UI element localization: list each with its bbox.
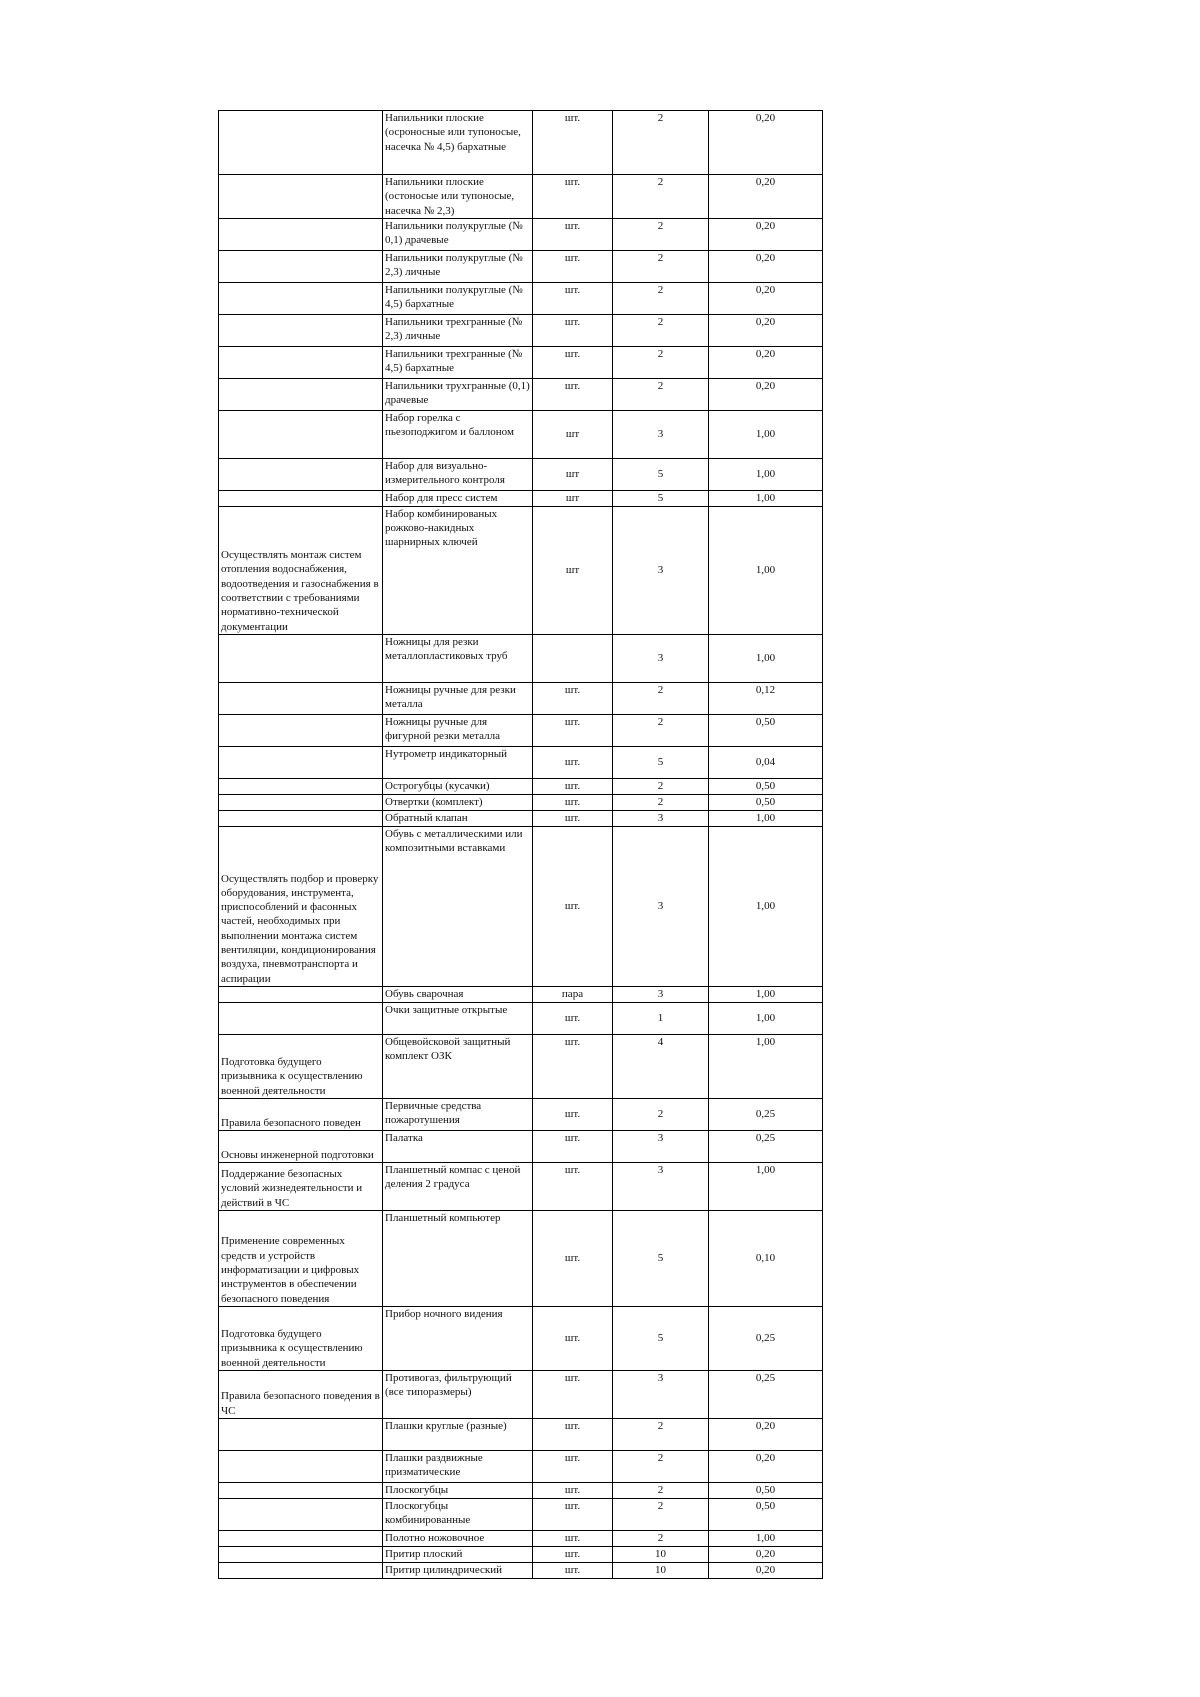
resource-cell: Притир цилиндрический [383, 1562, 533, 1578]
table-row [219, 175, 823, 219]
resource-cell: Набор горелка с пьезоподжигом и баллоном [383, 410, 533, 458]
norm-cell: 0,50 [709, 778, 823, 794]
quantity-cell: 2 [613, 314, 709, 346]
quantity-cell: 3 [613, 986, 709, 1002]
norm-cell: 0,04 [709, 746, 823, 778]
table-row [219, 490, 823, 506]
norm-cell: 0,20 [709, 218, 823, 250]
activity-cell [219, 778, 383, 794]
resource-cell: Палатка [383, 1130, 533, 1162]
quantity-cell: 5 [613, 490, 709, 506]
table-row [219, 746, 823, 778]
table-row [219, 1562, 823, 1578]
norm-cell: 0,20 [709, 378, 823, 410]
unit-cell: шт. [533, 314, 613, 346]
quantity-cell: 2 [613, 346, 709, 378]
norm-cell: 1,00 [709, 986, 823, 1002]
resource-cell: Обратный клапан [383, 810, 533, 826]
quantity-cell: 2 [613, 378, 709, 410]
quantity-cell: 2 [613, 1482, 709, 1498]
unit-cell: шт [533, 410, 613, 458]
activity-cell [219, 410, 383, 458]
unit-cell: шт. [533, 1482, 613, 1498]
norm-cell: 0,25 [709, 1098, 823, 1130]
activity-cell [219, 218, 383, 250]
unit-cell: шт. [533, 1370, 613, 1418]
unit-cell: шт. [533, 1210, 613, 1306]
table-row [219, 1306, 823, 1370]
table-row [219, 1130, 823, 1162]
activity-cell [219, 378, 383, 410]
unit-cell: шт. [533, 1450, 613, 1482]
activity-cell [219, 1562, 383, 1578]
activity-cell [219, 986, 383, 1002]
norm-cell: 0,50 [709, 714, 823, 746]
activity-cell [219, 111, 383, 175]
activity-cell: Подготовка будущего призывника к осуществлению военной деятельности [219, 1306, 383, 1370]
norm-cell: 0,20 [709, 346, 823, 378]
activity-cell: Осуществлять подбор и проверку оборудования, инструмента, приспособлений и фасонных частей, необходимых при выполнении монтажа систем вентиляции, кондиционирования воздуха, пневмотранспорта и аспирации [219, 826, 383, 986]
unit-cell: шт. [533, 826, 613, 986]
resource-cell: Плоскогубцы комбинированные [383, 1498, 533, 1530]
activity-cell: Осуществлять монтаж систем отопления водоснабжения, водоотведения и газоснабжения в соответствии с требованиями нормативно-технической документации [219, 506, 383, 634]
quantity-cell: 1 [613, 1002, 709, 1034]
table-row [219, 1530, 823, 1546]
unit-cell: шт. [533, 1162, 613, 1210]
activity-cell [219, 634, 383, 682]
table-row [219, 458, 823, 490]
resource-cell: Планшетный компьютер [383, 1210, 533, 1306]
quantity-cell: 5 [613, 746, 709, 778]
norm-cell: 1,00 [709, 1002, 823, 1034]
resource-cell: Напильники полукруглые (№ 4,5) бархатные [383, 282, 533, 314]
unit-cell: шт. [533, 1002, 613, 1034]
norm-cell: 0,20 [709, 314, 823, 346]
table-row [219, 794, 823, 810]
resource-cell: Первичные средства пожаротушения [383, 1098, 533, 1130]
activity-cell [219, 1002, 383, 1034]
resource-cell: Полотно ножовочное [383, 1530, 533, 1546]
unit-cell: шт. [533, 1562, 613, 1578]
quantity-cell: 2 [613, 1098, 709, 1130]
resource-cell: Набор комбинированых рожково-накидных шарнирных ключей [383, 506, 533, 634]
unit-cell: шт. [533, 1498, 613, 1530]
norm-cell: 0,20 [709, 1562, 823, 1578]
resource-cell: Нутрометр индикаторный [383, 746, 533, 778]
quantity-cell: 3 [613, 810, 709, 826]
table-row [219, 1482, 823, 1498]
quantity-cell: 3 [613, 1370, 709, 1418]
norm-cell: 1,00 [709, 810, 823, 826]
unit-cell: шт. [533, 1306, 613, 1370]
resource-cell: Напильники трухгранные (0,1) драчевые [383, 378, 533, 410]
norm-cell: 0,20 [709, 1546, 823, 1562]
unit-cell: шт. [533, 810, 613, 826]
activity-cell [219, 250, 383, 282]
table-row [219, 1034, 823, 1098]
unit-cell: шт. [533, 282, 613, 314]
activity-cell [219, 314, 383, 346]
unit-cell: шт. [533, 218, 613, 250]
activity-cell [219, 1482, 383, 1498]
quantity-cell: 2 [613, 282, 709, 314]
quantity-cell: 2 [613, 682, 709, 714]
quantity-cell: 10 [613, 1562, 709, 1578]
activity-cell [219, 1498, 383, 1530]
equipment-table-body [219, 111, 823, 1579]
table-row [219, 346, 823, 378]
activity-cell: Основы инженерной подготовки [219, 1130, 383, 1162]
activity-cell [219, 746, 383, 778]
table-row [219, 506, 823, 634]
quantity-cell: 3 [613, 1130, 709, 1162]
quantity-cell: 2 [613, 714, 709, 746]
activity-cell [219, 458, 383, 490]
unit-cell: шт. [533, 714, 613, 746]
quantity-cell: 5 [613, 1210, 709, 1306]
unit-cell: шт. [533, 111, 613, 175]
activity-cell: Подготовка будущего призывника к осуществлению военной деятельности [219, 1034, 383, 1098]
activity-cell: Правила безопасного поведения в ЧС [219, 1370, 383, 1418]
norm-cell: 0,20 [709, 111, 823, 175]
resource-cell: Прибор ночного видения [383, 1306, 533, 1370]
unit-cell: пара [533, 986, 613, 1002]
norm-cell: 0,50 [709, 1498, 823, 1530]
resource-cell: Набор для пресс систем [383, 490, 533, 506]
norm-cell: 1,00 [709, 634, 823, 682]
resource-cell: Плоскогубцы [383, 1482, 533, 1498]
table-row [219, 634, 823, 682]
table-row [219, 1370, 823, 1418]
quantity-cell: 2 [613, 218, 709, 250]
unit-cell: шт. [533, 1546, 613, 1562]
norm-cell: 0,20 [709, 1450, 823, 1482]
resource-cell: Противогаз, фильтрующий (все типоразмеры) [383, 1370, 533, 1418]
quantity-cell: 2 [613, 1498, 709, 1530]
quantity-cell: 2 [613, 1530, 709, 1546]
unit-cell: шт. [533, 175, 613, 219]
activity-cell: Правила безопасного поведен [219, 1098, 383, 1130]
resource-cell: Набор для визуально-измерительного контроля [383, 458, 533, 490]
unit-cell: шт. [533, 778, 613, 794]
norm-cell: 0,25 [709, 1130, 823, 1162]
norm-cell: 0,25 [709, 1370, 823, 1418]
unit-cell: шт. [533, 1530, 613, 1546]
activity-cell [219, 490, 383, 506]
table-row [219, 1002, 823, 1034]
norm-cell: 0,20 [709, 1418, 823, 1450]
norm-cell: 1,00 [709, 826, 823, 986]
table-row [219, 111, 823, 175]
table-row [219, 1498, 823, 1530]
resource-cell: Ножницы для резки металлопластиковых труб [383, 634, 533, 682]
activity-cell: Поддержание безопасных условий жизнедеятельности и действий в ЧС [219, 1162, 383, 1210]
norm-cell: 1,00 [709, 1162, 823, 1210]
quantity-cell: 2 [613, 1450, 709, 1482]
resource-cell: Отвертки (комплект) [383, 794, 533, 810]
unit-cell: шт [533, 458, 613, 490]
table-row [219, 778, 823, 794]
norm-cell: 0,50 [709, 794, 823, 810]
norm-cell: 1,00 [709, 490, 823, 506]
norm-cell: 0,20 [709, 250, 823, 282]
resource-cell: Напильники трехгранные (№ 4,5) бархатные [383, 346, 533, 378]
resource-cell: Планшетный компас с ценой деления 2 градуса [383, 1162, 533, 1210]
activity-cell [219, 1418, 383, 1450]
table-row [219, 1210, 823, 1306]
resource-cell: Общевойсковой защитный комплект ОЗК [383, 1034, 533, 1098]
quantity-cell: 10 [613, 1546, 709, 1562]
resource-cell: Напильники плоские (осроносные или тупоносые, насечка № 4,5) бархатные [383, 111, 533, 175]
activity-cell [219, 714, 383, 746]
quantity-cell: 3 [613, 634, 709, 682]
table-row [219, 314, 823, 346]
quantity-cell: 2 [613, 250, 709, 282]
resource-cell: Плашки круглые (разные) [383, 1418, 533, 1450]
unit-cell: шт. [533, 746, 613, 778]
unit-cell: шт. [533, 1098, 613, 1130]
quantity-cell: 3 [613, 826, 709, 986]
resource-cell: Очки защитные открытые [383, 1002, 533, 1034]
quantity-cell: 3 [613, 506, 709, 634]
table-row [219, 378, 823, 410]
norm-cell: 0,12 [709, 682, 823, 714]
unit-cell: шт. [533, 346, 613, 378]
table-row [219, 218, 823, 250]
table-row [219, 986, 823, 1002]
unit-cell: шт. [533, 794, 613, 810]
activity-cell [219, 682, 383, 714]
norm-cell: 1,00 [709, 1034, 823, 1098]
activity-cell [219, 1450, 383, 1482]
table-row [219, 282, 823, 314]
quantity-cell: 3 [613, 410, 709, 458]
norm-cell: 1,00 [709, 1530, 823, 1546]
activity-cell [219, 1530, 383, 1546]
activity-cell [219, 346, 383, 378]
resource-cell: Плашки раздвижные призматические [383, 1450, 533, 1482]
table-row [219, 1418, 823, 1450]
resource-cell: Притир плоский [383, 1546, 533, 1562]
quantity-cell: 2 [613, 778, 709, 794]
quantity-cell: 3 [613, 1162, 709, 1210]
quantity-cell: 2 [613, 794, 709, 810]
table-row [219, 714, 823, 746]
norm-cell: 0,25 [709, 1306, 823, 1370]
quantity-cell: 2 [613, 1418, 709, 1450]
norm-cell: 1,00 [709, 410, 823, 458]
activity-cell [219, 1546, 383, 1562]
unit-cell: шт. [533, 1034, 613, 1098]
unit-cell: шт. [533, 378, 613, 410]
resource-cell: Напильники полукруглые (№ 2,3) личные [383, 250, 533, 282]
table-row [219, 1450, 823, 1482]
resource-cell: Острогубцы (кусачки) [383, 778, 533, 794]
resource-cell: Обувь с металлическими или композитными вставками [383, 826, 533, 986]
activity-cell [219, 794, 383, 810]
unit-cell: шт. [533, 250, 613, 282]
norm-cell: 1,00 [709, 458, 823, 490]
table-row [219, 1546, 823, 1562]
norm-cell: 0,20 [709, 282, 823, 314]
unit-cell: шт. [533, 1130, 613, 1162]
activity-cell [219, 175, 383, 219]
unit-cell [533, 634, 613, 682]
unit-cell: шт [533, 506, 613, 634]
quantity-cell: 5 [613, 1306, 709, 1370]
table-row [219, 250, 823, 282]
resource-cell: Обувь сварочная [383, 986, 533, 1002]
table-row [219, 826, 823, 986]
norm-cell: 0,50 [709, 1482, 823, 1498]
resource-cell: Напильники трехгранные (№ 2,3) личные [383, 314, 533, 346]
table-row [219, 682, 823, 714]
resource-cell: Напильники полукруглые (№ 0,1) драчевые [383, 218, 533, 250]
unit-cell: шт [533, 490, 613, 506]
quantity-cell: 5 [613, 458, 709, 490]
quantity-cell: 2 [613, 175, 709, 219]
norm-cell: 1,00 [709, 506, 823, 634]
table-row [219, 1098, 823, 1130]
table-row [219, 810, 823, 826]
activity-cell: Применение современных средств и устройств информатизации и цифровых инструментов в обеспечении безопасного поведения [219, 1210, 383, 1306]
norm-cell: 0,10 [709, 1210, 823, 1306]
equipment-table [218, 110, 823, 1579]
table-row [219, 1162, 823, 1210]
resource-cell: Ножницы ручные для фигурной резки металла [383, 714, 533, 746]
unit-cell: шт. [533, 682, 613, 714]
activity-cell [219, 282, 383, 314]
activity-cell [219, 810, 383, 826]
norm-cell: 0,20 [709, 175, 823, 219]
resource-cell: Напильники плоские (остоносые или тупоносые, насечка № 2,3) [383, 175, 533, 219]
quantity-cell: 2 [613, 111, 709, 175]
quantity-cell: 4 [613, 1034, 709, 1098]
unit-cell: шт. [533, 1418, 613, 1450]
resource-cell: Ножницы ручные для резки металла [383, 682, 533, 714]
table-row [219, 410, 823, 458]
